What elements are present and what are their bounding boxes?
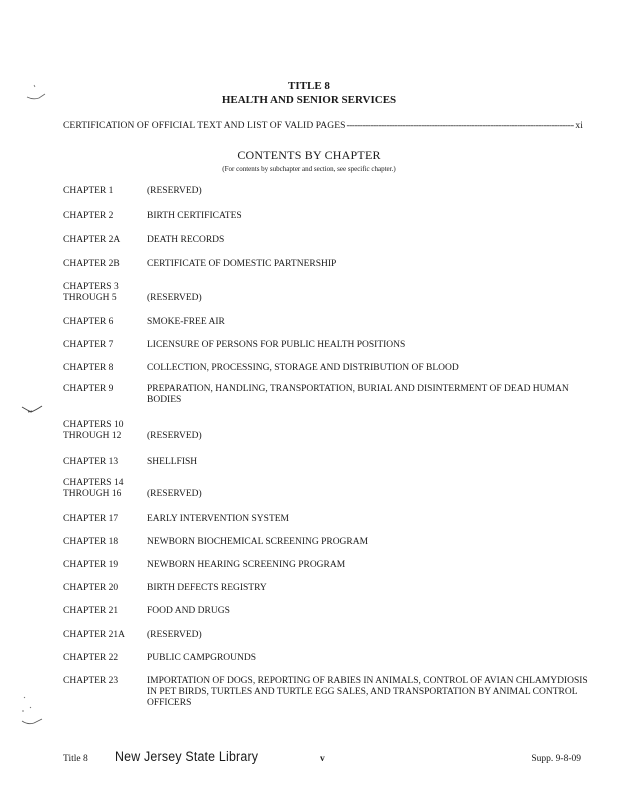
chapter-label: CHAPTER 9 (63, 384, 114, 394)
footer-title: Title 8 (63, 754, 88, 764)
chapter-description: LICENSURE OF PERSONS FOR PUBLIC HEALTH POSITIONS (147, 340, 406, 350)
chapter-description: SMOKE-FREE AIR (147, 317, 225, 327)
page-number: v (320, 754, 325, 764)
chapter-description: NEWBORN HEARING SCREENING PROGRAM (147, 560, 346, 570)
chapter-description: (RESERVED) (147, 431, 202, 441)
chapter-description: NEWBORN BIOCHEMICAL SCREENING PROGRAM (147, 537, 369, 547)
chapter-description: COLLECTION, PROCESSING, STORAGE AND DISTRIBUTION OF BLOOD (147, 363, 459, 373)
certification-text: CERTIFICATION OF OFFICIAL TEXT AND LIST OF VALID PAGES (63, 121, 346, 131)
chapter-description: SHELLFISH (147, 457, 198, 467)
chapter-label: CHAPTER 2 (63, 211, 114, 221)
chapter-label: CHAPTER 2B (63, 259, 120, 269)
chapter-description: BIRTH DEFECTS REGISTRY (147, 583, 267, 593)
chapter-description: FOOD AND DRUGS (147, 606, 230, 616)
chapter-label: CHAPTER 20 (63, 583, 119, 593)
chapter-label: CHAPTER 17 (63, 514, 119, 524)
supplement-date: Supp. 9-8-09 (531, 754, 581, 764)
chapter-description: PREPARATION, HANDLING, TRANSPORTATION, BURIAL AND DISINTERMENT OF DEAD HUMAN BODIES (147, 384, 569, 405)
leader-dots (346, 121, 574, 131)
chapter-label: CHAPTER 6 (63, 317, 114, 327)
chapter-description: (RESERVED) (147, 293, 202, 303)
certification-line (63, 121, 583, 131)
title-line-2: HEALTH AND SENIOR SERVICES (221, 94, 397, 106)
contents-note: (For contents by subchapter and section, see specific chapter.) (222, 165, 396, 173)
chapter-label: CHAPTER 19 (63, 560, 119, 570)
margin-mark (18, 695, 46, 731)
chapter-label: CHAPTERS 10 THROUGH 12 (63, 420, 124, 441)
chapter-label: CHAPTER 23 (63, 676, 119, 686)
chapter-label: CHAPTER 18 (63, 537, 119, 547)
chapter-label: CHAPTER 21A (63, 630, 126, 640)
library-stamp: New Jersey State Library (115, 749, 259, 764)
chapter-description: EARLY INTERVENTION SYSTEM (147, 514, 290, 524)
chapter-label: CHAPTER 13 (63, 457, 119, 467)
chapter-description: (RESERVED) (147, 186, 202, 196)
chapter-label: CHAPTER 2A (63, 235, 121, 245)
chapter-label: CHAPTER 22 (63, 653, 119, 663)
chapter-label: CHAPTER 21 (63, 606, 119, 616)
chapter-description: BIRTH CERTIFICATES (147, 211, 242, 221)
chapter-description: PUBLIC CAMPGROUNDS (147, 653, 257, 663)
margin-mark (24, 84, 50, 104)
title-line-1: TITLE 8 (288, 80, 330, 92)
contents-heading: CONTENTS BY CHAPTER (237, 148, 381, 162)
chapter-description: (RESERVED) (147, 630, 202, 640)
chapter-label: CHAPTER 7 (63, 340, 114, 350)
chapter-description: CERTIFICATE OF DOMESTIC PARTNERSHIP (147, 259, 337, 269)
certification-page: xi (575, 121, 583, 131)
chapter-label: CHAPTERS 3 THROUGH 5 (63, 282, 119, 303)
chapter-description: IMPORTATION OF DOGS, REPORTING OF RABIES IN ANIMALS, CONTROL OF AVIAN CHLAMYDIOSIS IN PET BIRDS, TURTLES AND TURTLE EGG SALES, AND TRANSPORTATION BY ANIMAL CONTROL OFFICERS (147, 676, 588, 708)
chapter-label: CHAPTERS 14 THROUGH 16 (63, 478, 124, 499)
chapter-description: DEATH RECORDS (147, 235, 225, 245)
chapter-description: (RESERVED) (147, 489, 202, 499)
chapter-label: CHAPTER 1 (63, 186, 114, 196)
chapter-label: CHAPTER 8 (63, 363, 114, 373)
margin-mark (20, 400, 46, 420)
